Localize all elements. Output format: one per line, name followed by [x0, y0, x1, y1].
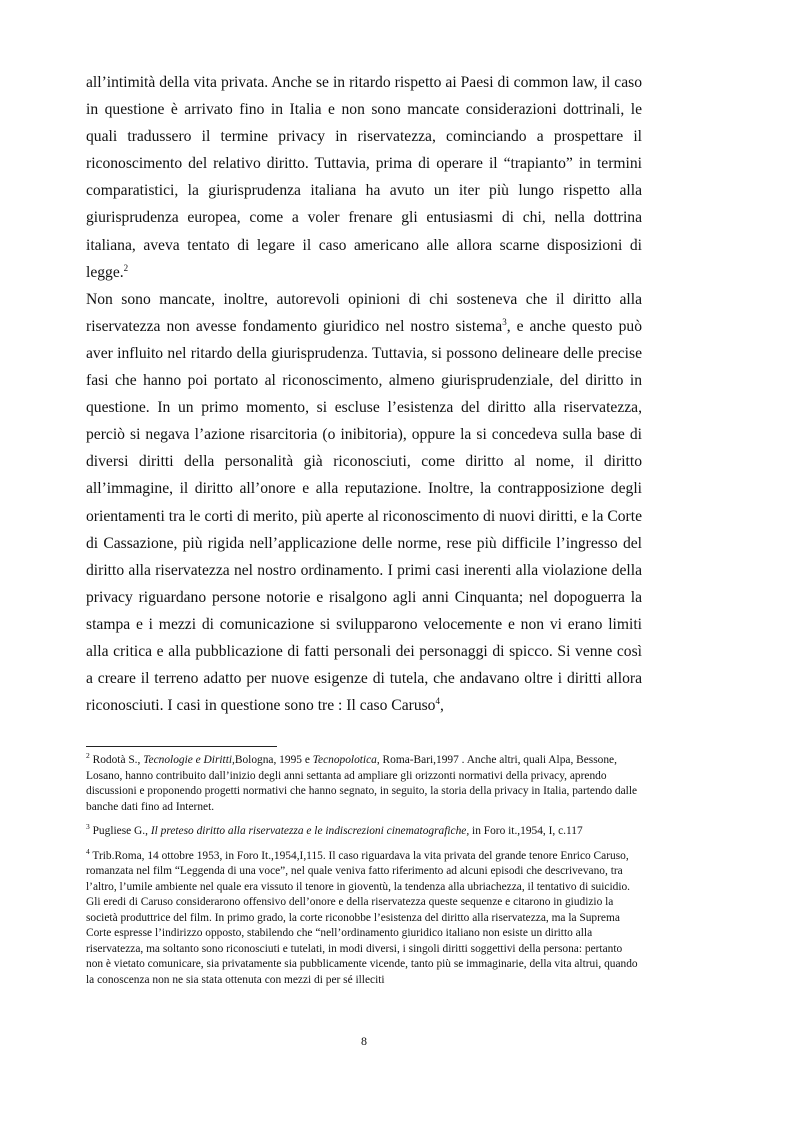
footnote-ref-4[interactable]: 4: [435, 696, 440, 707]
footnote-2: [86, 753, 642, 815]
page-number: 8: [361, 1034, 367, 1048]
footnote-title-italic: Tecnologie e Diritti,: [143, 754, 235, 766]
footnote-text: Bologna, 1995 e: [234, 754, 313, 766]
paragraph-1: [86, 69, 642, 286]
footnote-title-italic: Il preteso diritto alla riservatezza e le indiscrezioni cinematografiche,: [150, 825, 470, 837]
footnote-text: in Foro it.,1954, I, c.117: [469, 825, 583, 837]
footnote-text: Trib.Roma, 14 ottobre 1953, in Foro It.,1954,I,115. Il caso riguardava la vita privata del grande tenore Enrico Caruso, romanzata nel film “Leggenda di una voce”, nel quale veniva fatto riferimento ad alcuni episodi che descrivevano, tra l’altro, l’umile ambiente nel quale era vissuto il tenore in gioventù, la tendenza alla ubriachezza, il tentativo di suicidio. Gli eredi di Caruso considerarono offensivo dell’onore e della riservatezza queste sequenze e citarono in giudizio la società produttrice del film. In primo grado, la corte riconobbe l’esistenza del diritto alla riservatezza, ma la Suprema Corte espresse l’indirizzo opposto, stabilendo che “nell’ordinamento giuridico italiano non esiste un diritto alla riservatezza, ma soltanto sono riconosciuti e tutelati, in modi diversi, i singoli diritti soggettivi della persona: pertanto non è vietato comunicare, sia privatamente sia pubblicamente vicende, tanto più se immaginarie, della vita altrui, quando la conoscenza non ne sia stata ottenuta con mezzi di per sé illeciti: [86, 849, 638, 986]
footnote-ref-3[interactable]: 3: [502, 316, 507, 327]
paragraph-1-text: all’intimità della vita privata. Anche se in ritardo rispetto ai Paesi di common law, il caso in questione è arrivato fino in Italia e non sono mancate considerazioni dottrinali, le quali tradussero il termine privacy in riservatezza, cominciando a prospettare il riconoscimento del relativo diritto. Tuttavia, prima di operare il “trapianto” in termini comparatistici, la giurisprudenza italiana ha avuto un iter più lungo rispetto alla giurisprudenza europea, come a voler frenare gli entusiasmi di chi, nella dottrina italiana, aveva tentato di legare il caso americano alle allora scarne disposizioni di legge.: [86, 74, 642, 281]
paragraph-2: [86, 286, 642, 720]
footnote-4: [86, 846, 642, 989]
footnote-number: 2: [86, 751, 90, 760]
paragraph-2-text-b: , e anche questo può aver influito nel ritardo della giurisprudenza. Tuttavia, si possono delineare delle precise fasi che hanno poi portato al riconoscimento, almeno giurisprudenziale, del diritto in questione. In un primo momento, si escluse l’esistenza del diritto alla riservatezza, perciò si negava l’azione risarcitoria (o inibitoria), oppure la si concedeva sulla base di diversi diritti della personalità già riconosciuti, come diritto al nome, il diritto all’immagine, il diritto all’onore e alla reputazione. Inoltre, la contrapposizione degli orientamenti tra le corti di merito, più aperte al riconoscimento di nuovi diritti, e la Corte di Cassazione, più rigida nell’applicazione delle norme, rese più difficile l’ingresso del diritto alla riservatezza nel nostro ordinamento. I primi casi inerenti alla violazione della privacy riguardano persone notorie e risalgono agli anni Cinquanta; nel dopoguerra la stampa e i mezzi di comunicazione si svilupparono velocemente e non vi erano limiti alla critica e alla pubblicazione di fatti personali dei personaggi di spicco. Si venne così a creare il terreno adatto per nuove esigenze di tutela, che andavano oltre i diritti allora riconosciuti. I casi in questione sono tre : Il caso Caruso: [86, 317, 642, 715]
footnote-number: 3: [86, 822, 90, 831]
footnote-ref-2[interactable]: 2: [123, 262, 129, 273]
footnote-title-italic: Tecnopolotica: [312, 754, 377, 766]
paragraph-2-text-a: Non sono mancate, inoltre, autorevoli opinioni di chi sosteneva che il diritto alla riservatezza non avesse fondamento giuridico nel nostro sistema: [86, 290, 642, 335]
footnote-number: 4: [86, 846, 90, 856]
paragraph-2-text-c: ,: [439, 697, 444, 715]
main-text: [86, 69, 642, 719]
footnotes: [86, 753, 642, 997]
footnote-separator: [86, 746, 277, 747]
footnote-3: [86, 824, 642, 840]
footnote-text: Pugliese G.,: [89, 825, 151, 837]
footnote-text: Rodotà S.,: [89, 754, 144, 766]
footnote-text: , Roma-Bari,1997 . Anche altri, quali Alpa, Bessone, Losano, hanno contribuito dall’inizio degli anni settanta ad ampliare gli orizzonti normativi della privacy, aprendo discussioni e proponendo progetti normativi che hanno segnato, in seguito, la storia della privacy in Italia, partendo dalle banche dati fino ad Internet.: [86, 754, 638, 813]
